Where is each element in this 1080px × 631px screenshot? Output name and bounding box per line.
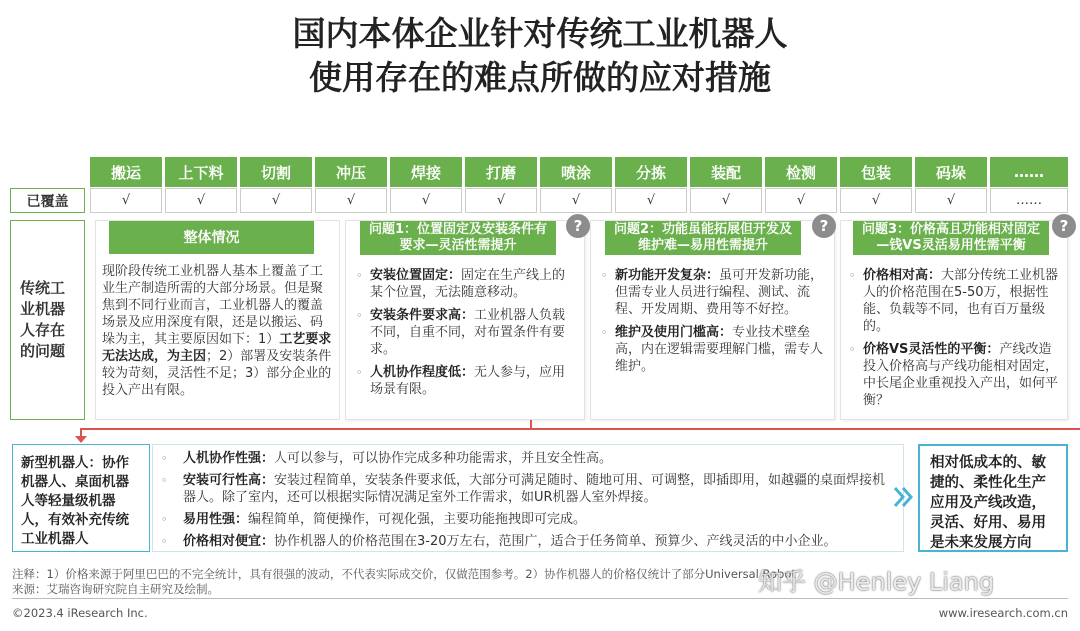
bullet-dot: ◦ <box>161 452 168 465</box>
check-mark: √ <box>390 188 462 213</box>
problem-panel <box>840 220 1068 420</box>
check-mark: √ <box>615 188 687 213</box>
bullet-text: 固定在生产线上的某个位置，无法随意移动。 <box>370 268 566 300</box>
check-mark: √ <box>690 188 762 213</box>
problem-bullet <box>849 267 1063 335</box>
solution-title: 易用性强： <box>183 512 249 527</box>
solution-text: 协作机器人的价格范围在3-20万左右，范围广，适合于任务简单、预算少、产线灵活的中小企业。 <box>274 534 837 549</box>
problem-panel <box>345 220 585 420</box>
problem-bullet <box>601 324 827 375</box>
bullet-title: 安装位置固定： <box>370 268 462 283</box>
solution-title: 人机协作性强： <box>183 451 275 466</box>
category-cell: …… <box>990 157 1068 187</box>
overview-header: 整体情况 <box>109 221 314 254</box>
check-mark: √ <box>840 188 912 213</box>
bullet-text: 产线改造投入价格高与产线功能相对固定，中长尾企业重视投入产出，如何平衡？ <box>863 342 1059 408</box>
bullet-text: 工业机器人负载不同，自重不同，对布置条件有要求。 <box>370 308 566 357</box>
overview-text-p2: ；2）部署及安装条件较为苛刻，灵活性不足；3）部分企业的投入产出有限。 <box>102 349 332 398</box>
connector-line <box>530 420 532 429</box>
bullet-text: 专业技术壁垒高，内在逻辑需要理解门槛，需专人维护。 <box>615 325 824 374</box>
category-cell: 喷涂 <box>540 157 612 187</box>
check-mark: …… <box>990 188 1068 213</box>
solution-text: 安装过程简单，安装条件要求低，大部分可满足随时、随地可用、可调整，即插即用，如越疆的桌面焊接机器人。除了室内，还可以根据实际情况满足室外工作需求，如UR机器人室外焊接。 <box>183 473 886 505</box>
category-cell: 冲压 <box>315 157 387 187</box>
overview-text-bold: 工艺要求无法达成，为主因 <box>102 332 332 364</box>
check-mark: √ <box>165 188 237 213</box>
category-cell: 切割 <box>240 157 312 187</box>
category-cell: 包装 <box>840 157 912 187</box>
category-cell: 上下料 <box>165 157 237 187</box>
issue-section-label-text: 传统工业机器人存在的问题 <box>20 279 66 360</box>
bullet-text: 大部分传统工业机器人的价格范围在5-50万，根据性能、负载等不同，也有百万量级的。 <box>863 268 1059 334</box>
bullet-dot: ◦ <box>356 269 363 282</box>
problem-bullet <box>849 341 1063 409</box>
category-cell: 检测 <box>765 157 837 187</box>
footer-divider <box>12 598 1068 599</box>
problem-bullet <box>356 267 578 301</box>
check-mark: √ <box>315 188 387 213</box>
bullet-text: 无人参与，应用场景有限。 <box>370 365 566 397</box>
new-robot-text: 新型机器人：协作机器人、桌面机器人等轻量级机器人，有效补充传统工业机器人 <box>21 455 129 547</box>
problem-bullet <box>356 307 578 358</box>
problem-header: 问题2：功能虽能拓展但开发及维护难—易用性需提升 <box>605 221 801 255</box>
bullet-title: 安装条件要求高： <box>370 308 475 323</box>
bullet-dot: ◦ <box>849 343 856 356</box>
problem-bullets <box>356 267 578 398</box>
solution-list <box>161 450 896 550</box>
bullet-dot: ◦ <box>356 309 363 322</box>
question-mark-icon: ? <box>812 214 836 238</box>
bullet-dot: ◦ <box>161 535 168 548</box>
solution-item <box>161 450 896 467</box>
new-robot-box <box>12 444 150 552</box>
overview-panel <box>95 220 340 420</box>
problem-panel <box>590 220 835 420</box>
problem-bullet <box>356 364 578 398</box>
solution-title: 安装可行性高： <box>183 473 275 488</box>
problem-bullet <box>601 267 827 318</box>
issue-section-label <box>10 220 85 420</box>
solution-text: 编程简单，简便操作，可视化强，主要功能拖拽即可完成。 <box>248 512 587 527</box>
watermark: 知乎 @Henley Liang <box>758 568 995 596</box>
category-cell: 打磨 <box>465 157 537 187</box>
overview-text <box>102 263 334 399</box>
conclusion-box <box>918 444 1068 552</box>
bullet-title: 价格相对高： <box>863 268 942 283</box>
bullet-dot: ◦ <box>356 366 363 379</box>
bullet-title: 人机协作程度低： <box>370 365 475 380</box>
question-mark-icon: ? <box>1052 214 1076 238</box>
bullet-title: 价格VS灵活性的平衡： <box>863 342 1000 357</box>
copyright: ©2023.4 iResearch Inc. <box>12 606 148 620</box>
bullet-dot: ◦ <box>601 326 608 339</box>
footnote: 注释：1）价格来源于阿里巴巴的不完全统计，具有很强的波动，不代表实际成交价，仅做范围参考。2）协作机器人的价格仅统计了部分Universal Robot <box>12 567 796 581</box>
check-mark: √ <box>540 188 612 213</box>
double-chevron-right-icon <box>893 480 915 514</box>
check-mark: √ <box>90 188 162 213</box>
solution-title: 价格相对便宜： <box>183 534 275 549</box>
bullet-dot: ◦ <box>161 474 168 487</box>
question-mark-icon: ? <box>566 214 590 238</box>
bullet-dot: ◦ <box>601 269 608 282</box>
check-mark: √ <box>240 188 312 213</box>
bullet-text: 虽可开发新功能，但需专业人员进行编程、测试、流程、开发周期、费用等不好控。 <box>615 268 824 317</box>
solution-text: 人可以参与，可以协作完成多种功能需求，并且安全性高。 <box>274 451 613 466</box>
bullet-dot: ◦ <box>161 513 168 526</box>
category-cell: 焊接 <box>390 157 462 187</box>
problem-header: 问题1：位置固定及安装条件有要求—灵活性需提升 <box>360 221 556 255</box>
category-cell: 分拣 <box>615 157 687 187</box>
website-link[interactable]: www.iresearch.com.cn <box>938 606 1068 620</box>
solutions-box <box>152 444 904 552</box>
page-title-line2: 使用存在的难点所做的应对措施 <box>309 58 771 97</box>
problem-bullets <box>849 267 1063 409</box>
solution-item <box>161 472 896 506</box>
category-cell: 码垛 <box>915 157 987 187</box>
arrow-down-icon <box>75 436 87 443</box>
page-title-line1: 国内本体企业针对传统工业机器人 <box>292 14 788 53</box>
problem-header: 问题3：价格高且功能相对固定—钱VS灵活易用性需平衡 <box>853 221 1049 255</box>
overview-text-p1: 现阶段传统工业机器人基本上覆盖了工业生产制造所需的大部分场景。但是聚焦到不同行业而言，工业机器人的覆盖场景及应用深度有限，还是以搬运、码垛为主，其主要原因如下：1） <box>102 264 324 347</box>
solution-item <box>161 511 896 528</box>
category-cell: 装配 <box>690 157 762 187</box>
check-mark: √ <box>765 188 837 213</box>
category-cell: 搬运 <box>90 157 162 187</box>
check-mark: √ <box>915 188 987 213</box>
conclusion-text: 相对低成本的、敏捷的、柔性化生产应用及产线改造，灵活、好用、易用是未来发展方向 <box>930 455 1046 551</box>
bullet-title: 维护及使用门槛高： <box>615 325 733 340</box>
source-note: 来源：艾瑞咨询研究院自主研究及绘制。 <box>12 582 219 596</box>
connector-line <box>80 428 1080 430</box>
problem-bullets <box>601 267 827 375</box>
covered-label: 已覆盖 <box>10 188 85 213</box>
bullet-title: 新功能开发复杂： <box>615 268 720 283</box>
check-mark: √ <box>465 188 537 213</box>
bullet-dot: ◦ <box>849 269 856 282</box>
solution-item <box>161 533 896 550</box>
